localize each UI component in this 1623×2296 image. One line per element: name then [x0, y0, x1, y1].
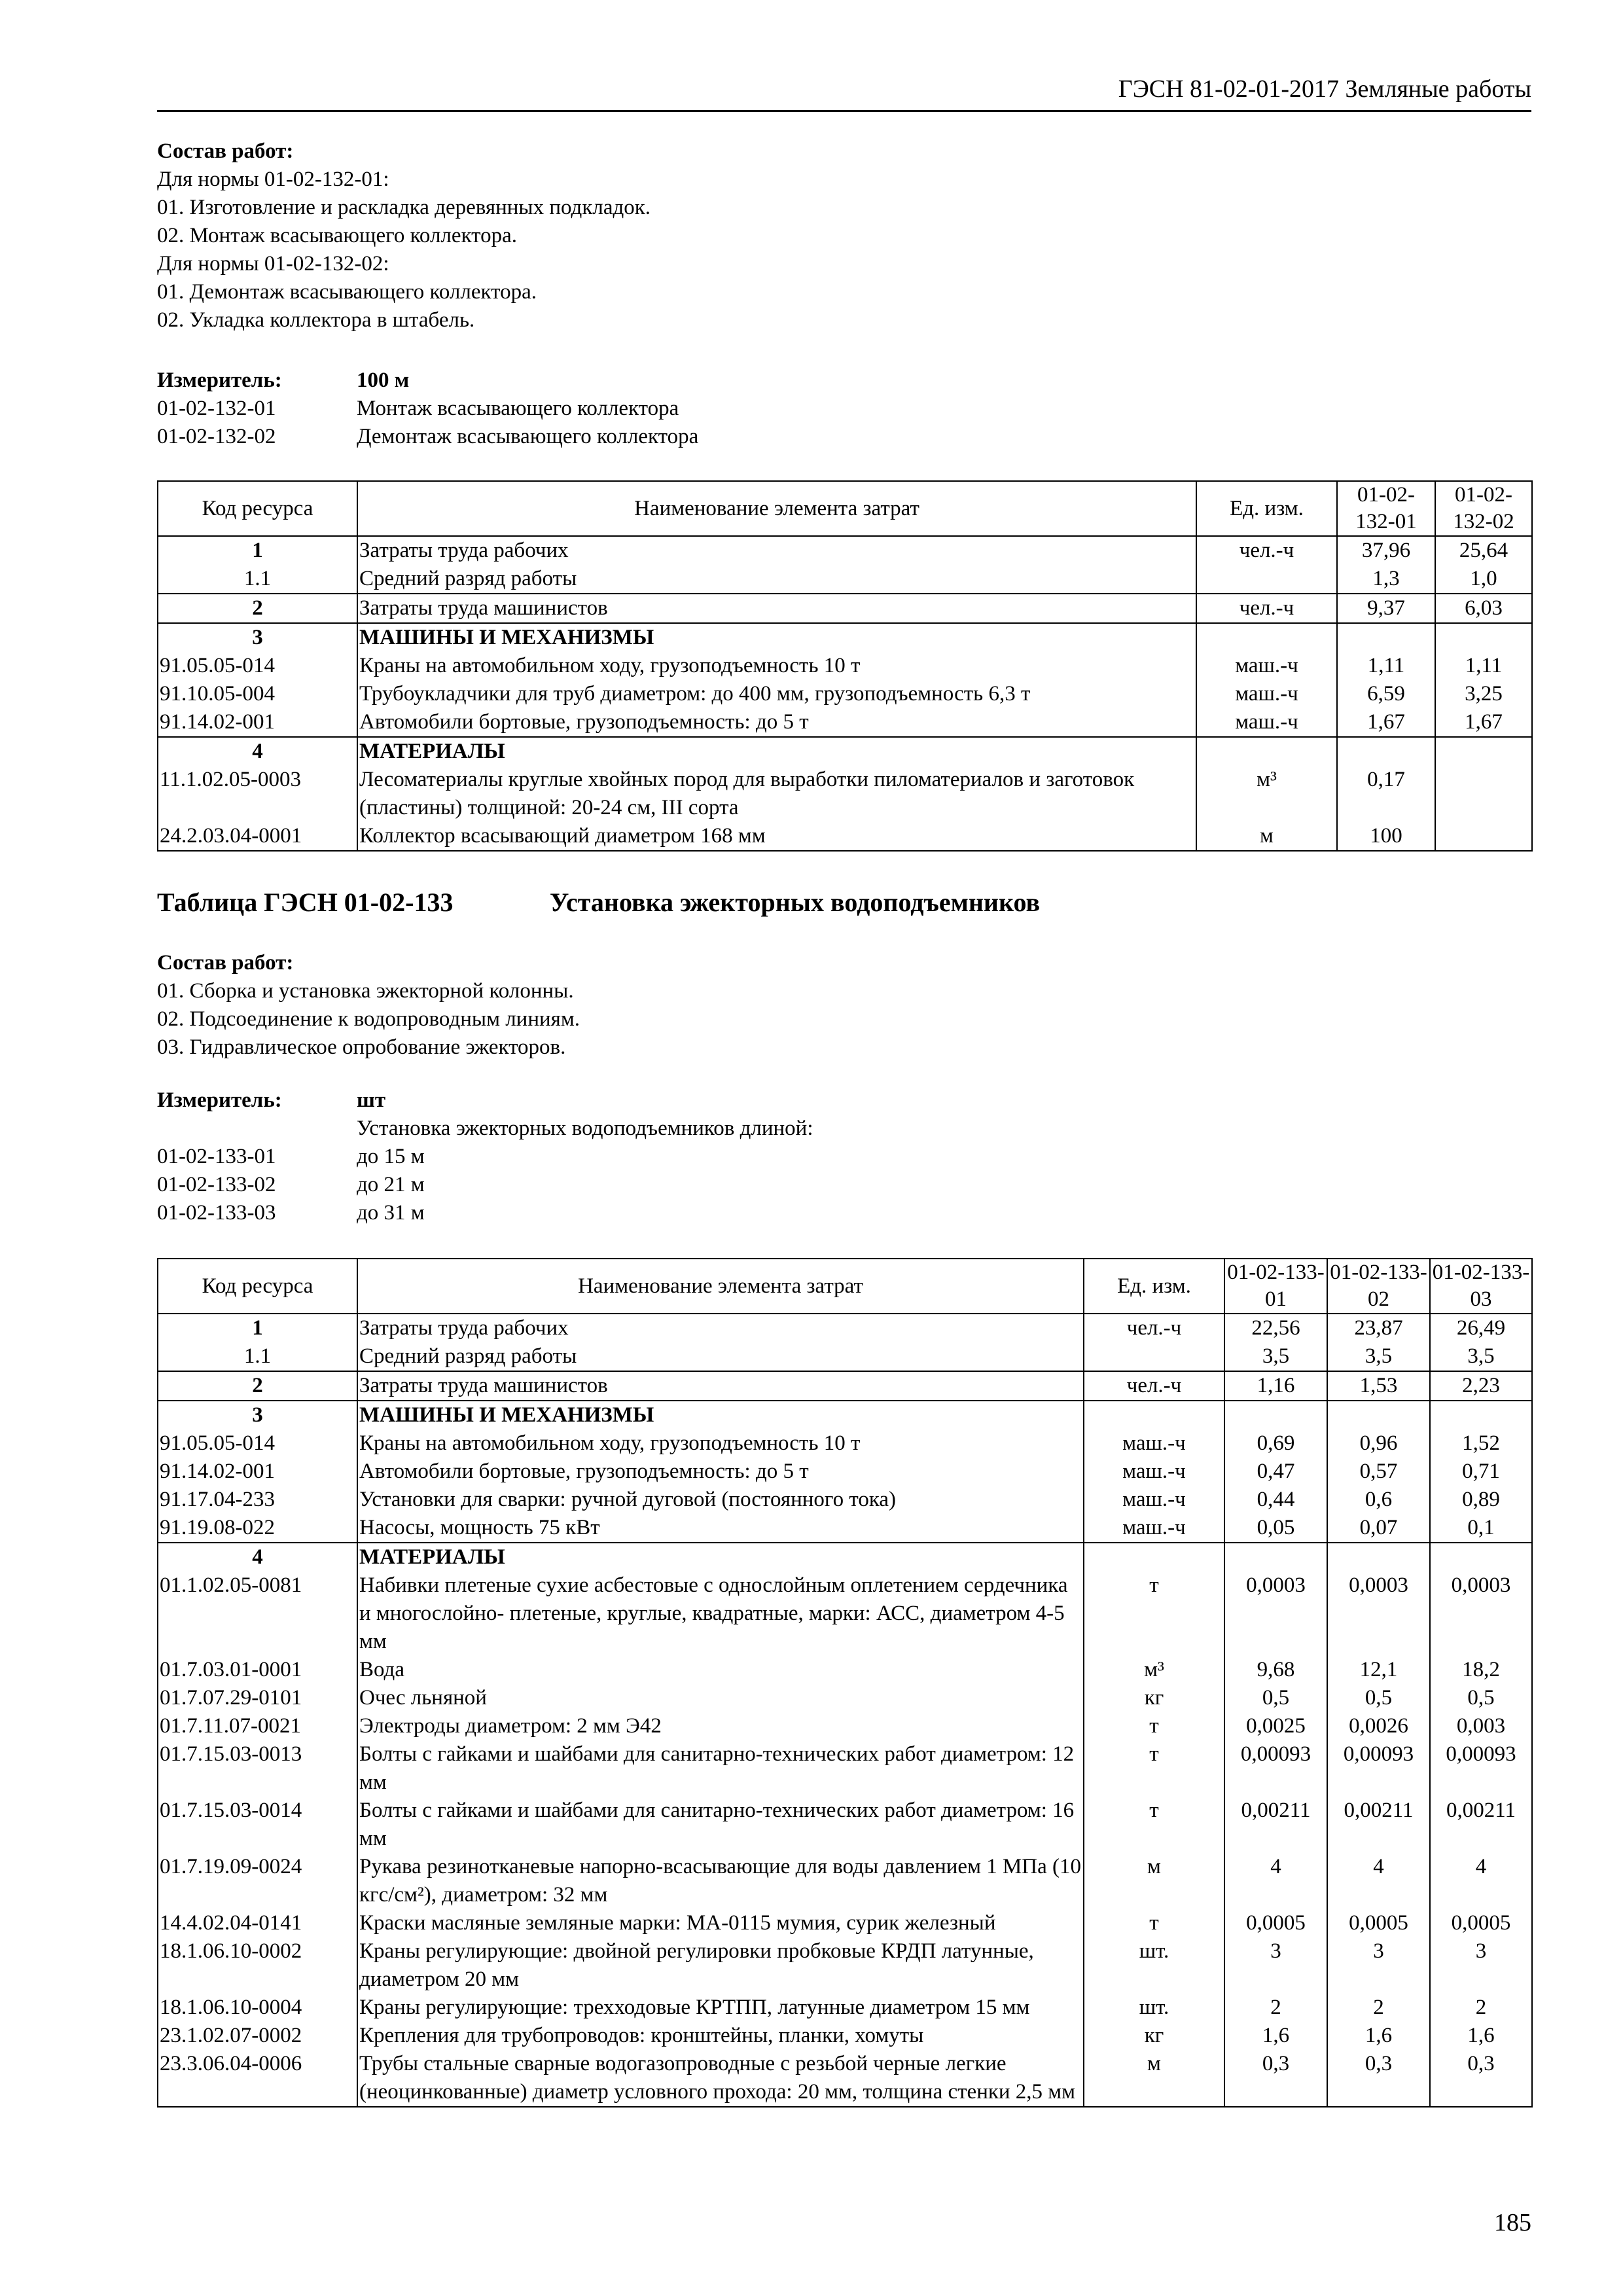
- col-header-code: Код ресурса: [158, 1259, 357, 1314]
- resource-value: 0,5: [1224, 1684, 1327, 1712]
- resource-code: 91.17.04-233: [158, 1486, 357, 1514]
- resource-value: 0,003: [1430, 1712, 1532, 1740]
- resource-name: Установки для сварки: ручной дуговой (постоянного тока): [357, 1486, 1084, 1514]
- table-row: [158, 1314, 1532, 1342]
- resource-unit: шт.: [1084, 1994, 1224, 2022]
- resource-value: 12,1: [1327, 1656, 1430, 1684]
- table-row: [158, 680, 1532, 708]
- resource-code: 3: [158, 1401, 357, 1429]
- table-name: Установка эжекторных водоподъемников: [550, 888, 1041, 917]
- norm-list: [157, 395, 1531, 451]
- resource-value: 3,5: [1430, 1342, 1532, 1371]
- resource-value: 1,6: [1430, 2022, 1532, 2050]
- resource-unit: т: [1084, 1571, 1224, 1656]
- resource-code: 01.7.07.29-0101: [158, 1684, 357, 1712]
- table-row: [158, 1514, 1532, 1543]
- table-row: [158, 2022, 1532, 2050]
- resource-unit: маш.-ч: [1084, 1486, 1224, 1514]
- resource-value: 0,69: [1224, 1429, 1327, 1458]
- resource-value: 1,11: [1435, 652, 1532, 680]
- composition-line: 02. Укладка коллектора в штабель.: [157, 308, 475, 332]
- table-row: [158, 623, 1532, 652]
- resource-table-133: [157, 1258, 1533, 2108]
- resource-value: 1,67: [1337, 708, 1435, 737]
- meter-label: Измеритель:: [157, 1088, 282, 1112]
- resource-unit: т: [1084, 1712, 1224, 1740]
- resource-name: Краны регулирующие: трехходовые КРТПП, латунные диаметром 15 мм: [357, 1994, 1084, 2022]
- composition-line: Для нормы 01-02-132-02:: [157, 252, 389, 276]
- resource-value: 2: [1224, 1994, 1327, 2022]
- resource-value: 0,5: [1430, 1684, 1532, 1712]
- resource-name: Лесоматериалы круглые хвойных пород для выработки пиломатериалов и заготовок (пластины) толщиной: 20-24 см, III сорта: [357, 766, 1196, 822]
- table-row: [158, 652, 1532, 680]
- resource-value: [1430, 1401, 1532, 1429]
- table-row: [158, 1740, 1532, 1797]
- resource-unit: м³: [1084, 1656, 1224, 1684]
- table-row: [158, 1458, 1532, 1486]
- resource-value: [1337, 623, 1435, 652]
- resource-code: 2: [158, 594, 357, 623]
- composition-line: Для нормы 01-02-132-01:: [157, 168, 389, 191]
- norm-row: [157, 1143, 1531, 1171]
- resource-value: 0,17: [1337, 766, 1435, 822]
- resource-value: 0,44: [1224, 1486, 1327, 1514]
- table-title: Таблица ГЭСН 01-02-133: [157, 888, 454, 917]
- resource-value: 0,00211: [1327, 1797, 1430, 1853]
- resource-value: 0,0025: [1224, 1712, 1327, 1740]
- resource-unit: м: [1196, 822, 1337, 851]
- resource-unit: чел.-ч: [1196, 594, 1337, 623]
- table-row: [158, 1429, 1532, 1458]
- composition-line: 01. Изготовление и раскладка деревянных подкладок.: [157, 196, 651, 219]
- composition-title: Состав работ:: [157, 139, 294, 163]
- resource-code: 1: [158, 1314, 357, 1342]
- resource-value: 0,00211: [1224, 1797, 1327, 1853]
- resource-value: 0,00093: [1327, 1740, 1430, 1797]
- resource-value: 0,00211: [1430, 1797, 1532, 1853]
- resource-value: 0,0003: [1224, 1571, 1327, 1656]
- resource-name: Средний разряд работы: [357, 1342, 1084, 1371]
- resource-code: 91.19.08-022: [158, 1514, 357, 1543]
- norm-name: до 31 м: [357, 1201, 425, 1225]
- resource-value: 1,67: [1435, 708, 1532, 737]
- composition-section-2: [157, 949, 1531, 1062]
- resource-value: 0,89: [1430, 1486, 1532, 1514]
- norm-code: 01-02-133-02: [157, 1173, 276, 1196]
- resource-unit: т: [1084, 1909, 1224, 1937]
- resource-value: [1435, 623, 1532, 652]
- resource-name: Затраты труда рабочих: [357, 1314, 1084, 1342]
- resource-value: 1,3: [1337, 565, 1435, 594]
- resource-value: 3,25: [1435, 680, 1532, 708]
- resource-value: [1327, 1401, 1430, 1429]
- resource-name: Краны на автомобильном ходу, грузоподъемность 10 т: [357, 1429, 1084, 1458]
- table-header-row: [158, 481, 1532, 536]
- norm-row: [157, 1199, 1531, 1227]
- resource-name: Краски масляные земляные марки: МА-0115 мумия, сурик железный: [357, 1909, 1084, 1937]
- resource-unit: [1084, 1543, 1224, 1571]
- col-header-name: Наименование элемента затрат: [357, 481, 1196, 536]
- resource-name: Затраты труда машинистов: [357, 594, 1196, 623]
- resource-value: 0,57: [1327, 1458, 1430, 1486]
- resource-name: Крепления для трубопроводов: кронштейны, планки, хомуты: [357, 2022, 1084, 2050]
- resource-value: 1,11: [1337, 652, 1435, 680]
- resource-unit: маш.-ч: [1084, 1514, 1224, 1543]
- resource-name: МАШИНЫ И МЕХАНИЗМЫ: [357, 623, 1196, 652]
- resource-value: 0,96: [1327, 1429, 1430, 1458]
- resource-unit: маш.-ч: [1084, 1458, 1224, 1486]
- resource-unit: маш.-ч: [1196, 680, 1337, 708]
- col-header-norm: 01-02-133-01: [1224, 1259, 1327, 1314]
- resource-code: 24.2.03.04-0001: [158, 822, 357, 851]
- norm-row: [157, 423, 1531, 451]
- col-header-name: Наименование элемента затрат: [357, 1259, 1084, 1314]
- resource-value: 2: [1327, 1994, 1430, 2022]
- resource-name: Автомобили бортовые, грузоподъемность: до 5 т: [357, 708, 1196, 737]
- resource-value: 0,00093: [1430, 1740, 1532, 1797]
- table-row: [158, 1342, 1532, 1371]
- resource-code: 91.14.02-001: [158, 1458, 357, 1486]
- resource-name: Краны регулирующие: двойной регулировки пробковые КРДП латунные, диаметром 20 мм: [357, 1937, 1084, 1994]
- resource-code: 4: [158, 737, 357, 766]
- resource-name: МАШИНЫ И МЕХАНИЗМЫ: [357, 1401, 1084, 1429]
- resource-code: 18.1.06.10-0002: [158, 1937, 357, 1994]
- table-row: [158, 1994, 1532, 2022]
- resource-value: 6,59: [1337, 680, 1435, 708]
- table-row: [158, 594, 1532, 623]
- col-header-norm: 01-02-132-01: [1337, 481, 1435, 536]
- resource-value: 4: [1224, 1853, 1327, 1909]
- resource-value: 9,37: [1337, 594, 1435, 623]
- table-row: [158, 1684, 1532, 1712]
- resource-name: МАТЕРИАЛЫ: [357, 1543, 1084, 1571]
- meter-row: [157, 1086, 1531, 1115]
- composition-line: 01. Демонтаж всасывающего коллектора.: [157, 280, 537, 304]
- resource-unit: чел.-ч: [1084, 1314, 1224, 1342]
- page-number: 185: [1494, 2209, 1531, 2236]
- resource-value: 1,6: [1224, 2022, 1327, 2050]
- composition-title: Состав работ:: [157, 951, 294, 975]
- resource-value: 2,23: [1430, 1371, 1532, 1401]
- resource-value: 0,00093: [1224, 1740, 1327, 1797]
- running-header: ГЭСН 81-02-01-2017 Земляные работы: [157, 73, 1531, 112]
- resource-value: 1,0: [1435, 565, 1532, 594]
- resource-value: 0,3: [1224, 2050, 1327, 2107]
- resource-value: [1327, 1543, 1430, 1571]
- col-header-code: Код ресурса: [158, 481, 357, 536]
- composition-lines: [157, 977, 1531, 1062]
- resource-value: 0,0003: [1327, 1571, 1430, 1656]
- resource-name: Средний разряд работы: [357, 565, 1196, 594]
- resource-value: 37,96: [1337, 536, 1435, 565]
- resource-unit: м: [1084, 1853, 1224, 1909]
- resource-unit: м³: [1196, 766, 1337, 822]
- resource-code: 91.10.05-004: [158, 680, 357, 708]
- table-row: [158, 565, 1532, 594]
- table-row: [158, 708, 1532, 737]
- resource-name: Трубы стальные сварные водогазопроводные с резьбой черные легкие (неоцинкованные) диаметр условного прохода: 20 мм, толщина стенки 2,5 мм: [357, 2050, 1084, 2107]
- resource-value: 0,0003: [1430, 1571, 1532, 1656]
- resource-name: Электроды диаметром: 2 мм Э42: [357, 1712, 1084, 1740]
- table-row: [158, 822, 1532, 851]
- resource-name: Автомобили бортовые, грузоподъемность: до 5 т: [357, 1458, 1084, 1486]
- resource-value: [1435, 766, 1532, 822]
- resource-code: 11.1.02.05-0003: [158, 766, 357, 822]
- resource-value: 100: [1337, 822, 1435, 851]
- resource-unit: м: [1084, 2050, 1224, 2107]
- resource-value: [1224, 1401, 1327, 1429]
- resource-code: 01.7.15.03-0014: [158, 1797, 357, 1853]
- resource-value: 0,0005: [1327, 1909, 1430, 1937]
- meter-desc-row: [157, 1115, 1531, 1143]
- resource-name: Краны на автомобильном ходу, грузоподъемность 10 т: [357, 652, 1196, 680]
- resource-unit: маш.-ч: [1196, 708, 1337, 737]
- resource-name: Насосы, мощность 75 кВт: [357, 1514, 1084, 1543]
- table-row: [158, 737, 1532, 766]
- resource-code: 3: [158, 623, 357, 652]
- resource-value: 3,5: [1327, 1342, 1430, 1371]
- resource-value: 0,71: [1430, 1458, 1532, 1486]
- document-page: [157, 0, 1531, 2296]
- resource-code: 23.1.02.07-0002: [158, 2022, 357, 2050]
- resource-value: 3: [1224, 1937, 1327, 1994]
- resource-name: Затраты труда машинистов: [357, 1371, 1084, 1401]
- composition-lines: [157, 166, 1531, 334]
- resource-value: 1,52: [1430, 1429, 1532, 1458]
- resource-unit: шт.: [1084, 1937, 1224, 1994]
- resource-value: 0,1: [1430, 1514, 1532, 1543]
- norm-row: [157, 395, 1531, 423]
- resource-value: 0,07: [1327, 1514, 1430, 1543]
- table-row: [158, 1853, 1532, 1909]
- resource-unit: маш.-ч: [1196, 652, 1337, 680]
- resource-name: Болты с гайками и шайбами для санитарно-технических работ диаметром: 12 мм: [357, 1740, 1084, 1797]
- meter-label: Измеритель:: [157, 368, 282, 392]
- resource-value: 0,0005: [1224, 1909, 1327, 1937]
- meter-section-2: [157, 1086, 1531, 1227]
- resource-value: 0,3: [1327, 2050, 1430, 2107]
- resource-code: 01.7.19.09-0024: [158, 1853, 357, 1909]
- table-row: [158, 1486, 1532, 1514]
- composition-line: 03. Гидравлическое опробование эжекторов.: [157, 1035, 566, 1059]
- table-header-row: [158, 1259, 1532, 1314]
- resource-unit: т: [1084, 1740, 1224, 1797]
- norm-name: до 21 м: [357, 1173, 425, 1196]
- resource-name: Очес льняной: [357, 1684, 1084, 1712]
- col-header-unit: Ед. изм.: [1196, 481, 1337, 536]
- resource-value: [1430, 1543, 1532, 1571]
- norm-name: Монтаж всасывающего коллектора: [357, 397, 679, 420]
- resource-code: 18.1.06.10-0004: [158, 1994, 357, 2022]
- resource-value: 6,03: [1435, 594, 1532, 623]
- resource-value: 3,5: [1224, 1342, 1327, 1371]
- table-row: [158, 1909, 1532, 1937]
- resource-unit: маш.-ч: [1084, 1429, 1224, 1458]
- resource-code: 91.05.05-014: [158, 652, 357, 680]
- resource-value: 3: [1430, 1937, 1532, 1994]
- table-row: [158, 536, 1532, 565]
- resource-value: 9,68: [1224, 1656, 1327, 1684]
- resource-value: 0,3: [1430, 2050, 1532, 2107]
- resource-value: 22,56: [1224, 1314, 1327, 1342]
- resource-name: Затраты труда рабочих: [357, 536, 1196, 565]
- col-header-norm: 01-02-133-02: [1327, 1259, 1430, 1314]
- norm-code: 01-02-132-01: [157, 397, 276, 420]
- composition-line: 01. Сборка и установка эжекторной колонны.: [157, 979, 574, 1003]
- resource-value: [1435, 822, 1532, 851]
- resource-code: 1.1: [158, 565, 357, 594]
- section-title-133: [157, 886, 1531, 919]
- meter-value: шт: [357, 1088, 386, 1112]
- meter-row: [157, 367, 1531, 395]
- table-row: [158, 1571, 1532, 1656]
- resource-code: 1: [158, 536, 357, 565]
- resource-value: 3: [1327, 1937, 1430, 1994]
- resource-name: Набивки плетеные сухие асбестовые с однослойным оплетением сердечника и многослойно- плетеные, круглые, квадратные, марки: АСС, диаметром 4-5 мм: [357, 1571, 1084, 1656]
- resource-name: Коллектор всасывающий диаметром 168 мм: [357, 822, 1196, 851]
- norm-list: [157, 1143, 1531, 1227]
- resource-value: 1,6: [1327, 2022, 1430, 2050]
- resource-value: 0,0026: [1327, 1712, 1430, 1740]
- resource-value: [1337, 737, 1435, 766]
- composition-line: 02. Подсоединение к водопроводным линиям.: [157, 1007, 580, 1031]
- norm-row: [157, 1171, 1531, 1199]
- resource-unit: [1084, 1401, 1224, 1429]
- resource-code: 23.3.06.04-0006: [158, 2050, 357, 2107]
- resource-value: [1224, 1543, 1327, 1571]
- resource-code: 2: [158, 1371, 357, 1401]
- resource-name: МАТЕРИАЛЫ: [357, 737, 1196, 766]
- resource-unit: [1196, 565, 1337, 594]
- resource-value: 1,16: [1224, 1371, 1327, 1401]
- resource-unit: кг: [1084, 1684, 1224, 1712]
- resource-unit: чел.-ч: [1196, 536, 1337, 565]
- resource-table-132: [157, 480, 1533, 852]
- table-row: [158, 1401, 1532, 1429]
- resource-unit: кг: [1084, 2022, 1224, 2050]
- composition-line: 02. Монтаж всасывающего коллектора.: [157, 224, 518, 247]
- resource-code: 14.4.02.04-0141: [158, 1909, 357, 1937]
- resource-value: 26,49: [1430, 1314, 1532, 1342]
- table-row: [158, 2050, 1532, 2107]
- resource-value: [1435, 737, 1532, 766]
- resource-name: Болты с гайками и шайбами для санитарно-технических работ диаметром: 16 мм: [357, 1797, 1084, 1853]
- resource-code: 01.7.03.01-0001: [158, 1656, 357, 1684]
- resource-value: 2: [1430, 1994, 1532, 2022]
- resource-unit: т: [1084, 1797, 1224, 1853]
- resource-value: 25,64: [1435, 536, 1532, 565]
- resource-value: 18,2: [1430, 1656, 1532, 1684]
- resource-value: 0,0005: [1430, 1909, 1532, 1937]
- meter-desc: Установка эжекторных водоподъемников длиной:: [357, 1117, 813, 1140]
- resource-code: 01.1.02.05-0081: [158, 1571, 357, 1656]
- resource-name: Вода: [357, 1656, 1084, 1684]
- table-row: [158, 766, 1532, 822]
- resource-value: 4: [1327, 1853, 1430, 1909]
- resource-value: 0,47: [1224, 1458, 1327, 1486]
- resource-name: Рукава резинотканевые напорно-всасывающие для воды давлением 1 МПа (10 кгс/см²), диаметром: 32 мм: [357, 1853, 1084, 1909]
- meter-value: 100 м: [357, 368, 410, 392]
- resource-name: Трубоукладчики для труб диаметром: до 400 мм, грузоподъемность 6,3 т: [357, 680, 1196, 708]
- resource-code: 91.14.02-001: [158, 708, 357, 737]
- table-row: [158, 1656, 1532, 1684]
- norm-name: до 15 м: [357, 1145, 425, 1168]
- col-header-norm: 01-02-132-02: [1435, 481, 1532, 536]
- resource-value: 4: [1430, 1853, 1532, 1909]
- norm-name: Демонтаж всасывающего коллектора: [357, 425, 699, 448]
- resource-value: 0,05: [1224, 1514, 1327, 1543]
- resource-unit: [1196, 737, 1337, 766]
- meter-section-1: [157, 367, 1531, 451]
- norm-code: 01-02-133-03: [157, 1201, 276, 1225]
- resource-value: 1,53: [1327, 1371, 1430, 1401]
- resource-value: 23,87: [1327, 1314, 1430, 1342]
- resource-code: 4: [158, 1543, 357, 1571]
- norm-code: 01-02-132-02: [157, 425, 276, 448]
- resource-code: 01.7.15.03-0013: [158, 1740, 357, 1797]
- table-row: [158, 1712, 1532, 1740]
- composition-section-1: [157, 137, 1531, 334]
- table-row: [158, 1937, 1532, 1994]
- norm-code: 01-02-133-01: [157, 1145, 276, 1168]
- table-row: [158, 1371, 1532, 1401]
- resource-value: 0,5: [1327, 1684, 1430, 1712]
- resource-unit: [1196, 623, 1337, 652]
- table-row: [158, 1797, 1532, 1853]
- col-header-norm: 01-02-133-03: [1430, 1259, 1532, 1314]
- resource-code: 1.1: [158, 1342, 357, 1371]
- resource-unit: чел.-ч: [1084, 1371, 1224, 1401]
- table-row: [158, 1543, 1532, 1571]
- col-header-unit: Ед. изм.: [1084, 1259, 1224, 1314]
- resource-code: 01.7.11.07-0021: [158, 1712, 357, 1740]
- resource-code: 91.05.05-014: [158, 1429, 357, 1458]
- resource-value: 0,6: [1327, 1486, 1430, 1514]
- resource-unit: [1084, 1342, 1224, 1371]
